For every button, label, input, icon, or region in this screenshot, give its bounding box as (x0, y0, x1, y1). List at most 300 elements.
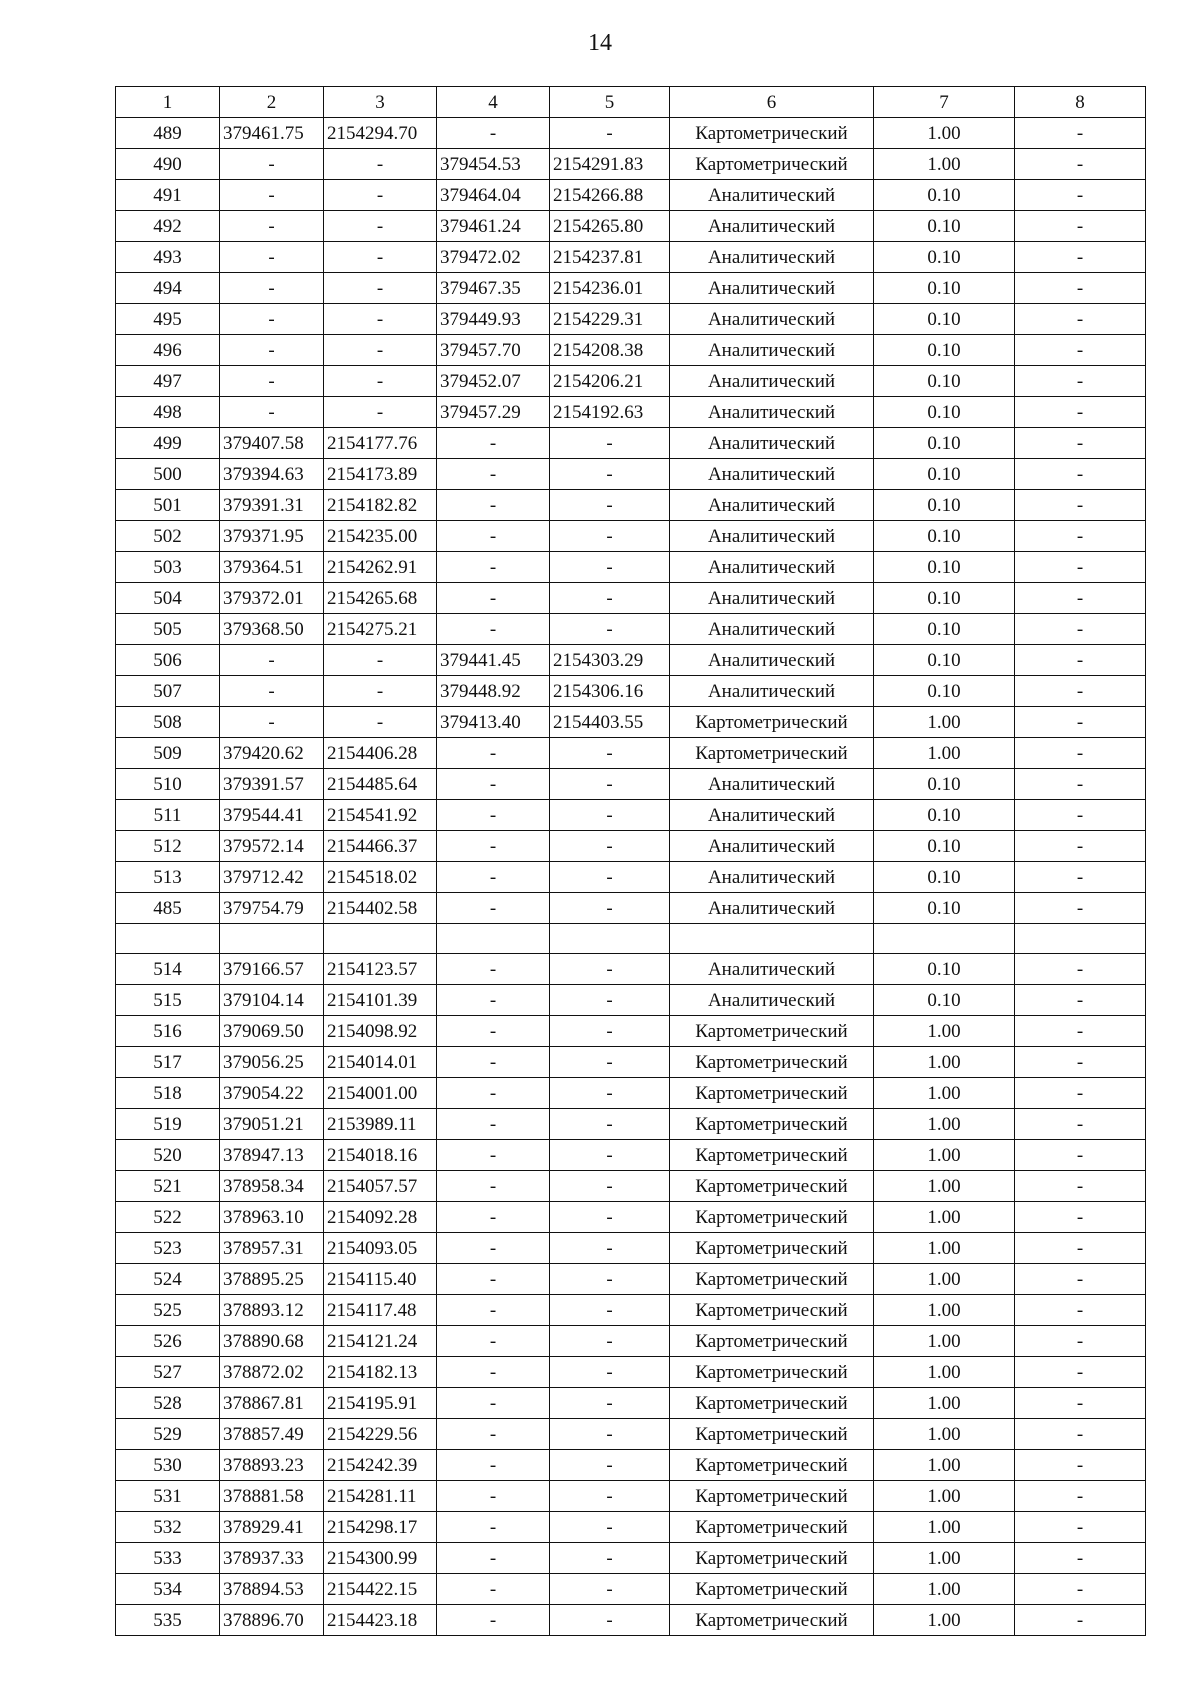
y-coordinate-cell: 2154300.99 (324, 1543, 437, 1574)
x-coordinate-cell: - (220, 366, 324, 397)
y-coordinate-new-cell: - (550, 831, 670, 862)
table-row (116, 645, 1146, 676)
table-row (116, 428, 1146, 459)
description-cell: - (1015, 893, 1146, 924)
table-row (116, 1357, 1146, 1388)
y-coordinate-new-cell: - (550, 769, 670, 800)
point-number-cell: 498 (116, 397, 220, 428)
y-coordinate-new-cell: - (550, 1078, 670, 1109)
table-row (116, 1419, 1146, 1450)
y-coordinate-new-cell: - (550, 118, 670, 149)
method-cell: Аналитический (670, 366, 874, 397)
y-coordinate-new-cell: - (550, 428, 670, 459)
x-coordinate-cell: 378947.13 (220, 1140, 324, 1171)
method-cell: Картометрический (670, 1419, 874, 1450)
x-coordinate-cell: - (220, 273, 324, 304)
table-row (116, 1388, 1146, 1419)
x-coordinate-new-cell: 379457.29 (437, 397, 550, 428)
x-coordinate-cell: 379391.31 (220, 490, 324, 521)
table-row (116, 1295, 1146, 1326)
method-cell: Картометрический (670, 1202, 874, 1233)
x-coordinate-cell: 379572.14 (220, 831, 324, 862)
method-cell: Аналитический (670, 335, 874, 366)
point-number-cell: 511 (116, 800, 220, 831)
point-number-cell: 495 (116, 304, 220, 335)
point-number-cell: 529 (116, 1419, 220, 1450)
x-coordinate-cell: 379420.62 (220, 738, 324, 769)
method-cell: Картометрический (670, 149, 874, 180)
x-coordinate-new-cell: - (437, 1543, 550, 1574)
table-row (116, 1171, 1146, 1202)
accuracy-cell: 1.00 (874, 1109, 1015, 1140)
table-row (116, 242, 1146, 273)
table-row (116, 1264, 1146, 1295)
accuracy-cell: 0.10 (874, 366, 1015, 397)
y-coordinate-cell: 2154281.11 (324, 1481, 437, 1512)
description-cell: - (1015, 397, 1146, 428)
x-coordinate-cell: 378929.41 (220, 1512, 324, 1543)
x-coordinate-new-cell: 379467.35 (437, 273, 550, 304)
method-cell: Картометрический (670, 1047, 874, 1078)
point-number-cell: 494 (116, 273, 220, 304)
accuracy-cell: 0.10 (874, 893, 1015, 924)
x-coordinate-new-cell: 379449.93 (437, 304, 550, 335)
y-coordinate-new-cell: - (550, 583, 670, 614)
y-coordinate-new-cell: 2154192.63 (550, 397, 670, 428)
page-number: 14 (588, 30, 612, 56)
accuracy-cell: 0.10 (874, 459, 1015, 490)
x-coordinate-cell: - (220, 304, 324, 335)
x-coordinate-cell: 379104.14 (220, 985, 324, 1016)
point-number-cell: 496 (116, 335, 220, 366)
x-coordinate-new-cell: - (437, 521, 550, 552)
y-coordinate-new-cell: - (550, 1264, 670, 1295)
accuracy-cell: 1.00 (874, 1419, 1015, 1450)
x-coordinate-cell: 379364.51 (220, 552, 324, 583)
description-cell: - (1015, 1512, 1146, 1543)
point-number-cell: 485 (116, 893, 220, 924)
point-number-cell: 525 (116, 1295, 220, 1326)
accuracy-cell: 0.10 (874, 985, 1015, 1016)
x-coordinate-cell: 378895.25 (220, 1264, 324, 1295)
y-coordinate-cell: 2154294.70 (324, 118, 437, 149)
method-cell: Аналитический (670, 954, 874, 985)
method-cell: Картометрический (670, 1016, 874, 1047)
table-row (116, 1605, 1146, 1636)
x-coordinate-new-cell: - (437, 583, 550, 614)
table-row (116, 273, 1146, 304)
x-coordinate-new-cell: - (437, 985, 550, 1016)
y-coordinate-cell: 2154018.16 (324, 1140, 437, 1171)
table-row (116, 985, 1146, 1016)
point-number-cell: 526 (116, 1326, 220, 1357)
y-coordinate-cell: - (324, 304, 437, 335)
x-coordinate-cell: 379056.25 (220, 1047, 324, 1078)
x-coordinate-new-cell: - (437, 1357, 550, 1388)
method-cell: Аналитический (670, 304, 874, 335)
method-cell: Картометрический (670, 1388, 874, 1419)
table-header-row (116, 87, 1146, 118)
point-number-cell: 528 (116, 1388, 220, 1419)
y-coordinate-cell: 2154541.92 (324, 800, 437, 831)
x-coordinate-new-cell: - (437, 738, 550, 769)
x-coordinate-new-cell: - (437, 893, 550, 924)
x-coordinate-cell: 379407.58 (220, 428, 324, 459)
description-cell: - (1015, 211, 1146, 242)
accuracy-cell: 0.10 (874, 211, 1015, 242)
x-coordinate-new-cell: - (437, 1016, 550, 1047)
accuracy-cell: 1.00 (874, 1388, 1015, 1419)
point-number-cell (116, 924, 220, 954)
y-coordinate-new-cell: - (550, 614, 670, 645)
method-cell: Аналитический (670, 583, 874, 614)
accuracy-cell: 0.10 (874, 335, 1015, 366)
y-coordinate-cell: 2154117.48 (324, 1295, 437, 1326)
x-coordinate-new-cell: - (437, 862, 550, 893)
accuracy-cell: 0.10 (874, 397, 1015, 428)
point-number-cell: 515 (116, 985, 220, 1016)
point-number-cell: 510 (116, 769, 220, 800)
column-header-4: 4 (437, 87, 550, 118)
method-cell: Картометрический (670, 1543, 874, 1574)
y-coordinate-cell: 2154242.39 (324, 1450, 437, 1481)
point-number-cell: 503 (116, 552, 220, 583)
point-number-cell: 489 (116, 118, 220, 149)
x-coordinate-cell: 379461.75 (220, 118, 324, 149)
method-cell: Картометрический (670, 707, 874, 738)
accuracy-cell: 0.10 (874, 583, 1015, 614)
method-cell (670, 924, 874, 954)
y-coordinate-new-cell: 2154306.16 (550, 676, 670, 707)
description-cell: - (1015, 149, 1146, 180)
y-coordinate-cell: - (324, 707, 437, 738)
table-row (116, 118, 1146, 149)
x-coordinate-cell: - (220, 707, 324, 738)
y-coordinate-cell: 2154422.15 (324, 1574, 437, 1605)
y-coordinate-new-cell: 2154265.80 (550, 211, 670, 242)
y-coordinate-new-cell: 2154266.88 (550, 180, 670, 211)
point-number-cell: 519 (116, 1109, 220, 1140)
y-coordinate-cell: - (324, 273, 437, 304)
point-number-cell: 493 (116, 242, 220, 273)
method-cell: Картометрический (670, 1357, 874, 1388)
method-cell: Картометрический (670, 1078, 874, 1109)
accuracy-cell: 1.00 (874, 1543, 1015, 1574)
y-coordinate-new-cell: 2154303.29 (550, 645, 670, 676)
y-coordinate-cell: 2154115.40 (324, 1264, 437, 1295)
point-number-cell: 490 (116, 149, 220, 180)
x-coordinate-new-cell: 379461.24 (437, 211, 550, 242)
y-coordinate-new-cell: - (550, 985, 670, 1016)
description-cell: - (1015, 552, 1146, 583)
y-coordinate-new-cell: - (550, 521, 670, 552)
table-row (116, 335, 1146, 366)
y-coordinate-cell: 2154014.01 (324, 1047, 437, 1078)
accuracy-cell: 1.00 (874, 1357, 1015, 1388)
x-coordinate-cell: - (220, 149, 324, 180)
y-coordinate-cell: 2154057.57 (324, 1171, 437, 1202)
x-coordinate-new-cell: - (437, 1419, 550, 1450)
table-row (116, 1481, 1146, 1512)
y-coordinate-new-cell: 2154236.01 (550, 273, 670, 304)
point-number-cell: 516 (116, 1016, 220, 1047)
point-number-cell: 522 (116, 1202, 220, 1233)
x-coordinate-new-cell: 379441.45 (437, 645, 550, 676)
y-coordinate-new-cell: - (550, 1295, 670, 1326)
accuracy-cell: 1.00 (874, 118, 1015, 149)
point-number-cell: 504 (116, 583, 220, 614)
method-cell: Картометрический (670, 1171, 874, 1202)
description-cell: - (1015, 1078, 1146, 1109)
table-row (116, 769, 1146, 800)
accuracy-cell: 0.10 (874, 954, 1015, 985)
y-coordinate-new-cell: 2154206.21 (550, 366, 670, 397)
accuracy-cell: 0.10 (874, 676, 1015, 707)
accuracy-cell: 1.00 (874, 1574, 1015, 1605)
description-cell: - (1015, 1388, 1146, 1419)
accuracy-cell: 1.00 (874, 1078, 1015, 1109)
accuracy-cell: 1.00 (874, 1047, 1015, 1078)
method-cell: Аналитический (670, 831, 874, 862)
method-cell: Аналитический (670, 273, 874, 304)
description-cell: - (1015, 242, 1146, 273)
table-row (116, 552, 1146, 583)
accuracy-cell: 1.00 (874, 1512, 1015, 1543)
accuracy-cell: 0.10 (874, 614, 1015, 645)
description-cell: - (1015, 1140, 1146, 1171)
x-coordinate-cell: - (220, 242, 324, 273)
table-row (116, 707, 1146, 738)
table-row (116, 831, 1146, 862)
description-cell: - (1015, 1233, 1146, 1264)
description-cell: - (1015, 180, 1146, 211)
y-coordinate-cell: 2154173.89 (324, 459, 437, 490)
y-coordinate-new-cell: - (550, 862, 670, 893)
table-row (116, 490, 1146, 521)
y-coordinate-new-cell: 2154403.55 (550, 707, 670, 738)
accuracy-cell: 0.10 (874, 304, 1015, 335)
x-coordinate-new-cell: 379454.53 (437, 149, 550, 180)
method-cell: Аналитический (670, 800, 874, 831)
column-header-3: 3 (324, 87, 437, 118)
table-row (116, 1078, 1146, 1109)
x-coordinate-new-cell: - (437, 800, 550, 831)
method-cell: Картометрический (670, 1140, 874, 1171)
y-coordinate-cell: - (324, 180, 437, 211)
y-coordinate-new-cell (550, 924, 670, 954)
accuracy-cell: 0.10 (874, 831, 1015, 862)
x-coordinate-new-cell: 379413.40 (437, 707, 550, 738)
description-cell: - (1015, 273, 1146, 304)
x-coordinate-cell: - (220, 645, 324, 676)
point-number-cell: 531 (116, 1481, 220, 1512)
description-cell: - (1015, 985, 1146, 1016)
point-number-cell: 507 (116, 676, 220, 707)
x-coordinate-new-cell: - (437, 1605, 550, 1636)
y-coordinate-new-cell: - (550, 1357, 670, 1388)
x-coordinate-cell: 379754.79 (220, 893, 324, 924)
method-cell: Аналитический (670, 180, 874, 211)
accuracy-cell: 0.10 (874, 180, 1015, 211)
x-coordinate-new-cell: - (437, 1047, 550, 1078)
y-coordinate-cell: - (324, 676, 437, 707)
description-cell: - (1015, 1357, 1146, 1388)
description-cell: - (1015, 1171, 1146, 1202)
accuracy-cell: 1.00 (874, 1140, 1015, 1171)
x-coordinate-new-cell: 379457.70 (437, 335, 550, 366)
method-cell: Аналитический (670, 769, 874, 800)
description-cell: - (1015, 304, 1146, 335)
x-coordinate-cell: - (220, 335, 324, 366)
accuracy-cell: 1.00 (874, 1233, 1015, 1264)
accuracy-cell: 0.10 (874, 521, 1015, 552)
y-coordinate-cell: 2154001.00 (324, 1078, 437, 1109)
point-number-cell: 509 (116, 738, 220, 769)
point-number-cell: 497 (116, 366, 220, 397)
x-coordinate-new-cell: - (437, 614, 550, 645)
method-cell: Аналитический (670, 893, 874, 924)
x-coordinate-cell: - (220, 211, 324, 242)
x-coordinate-cell (220, 924, 324, 954)
method-cell: Аналитический (670, 676, 874, 707)
y-coordinate-cell: 2154101.39 (324, 985, 437, 1016)
method-cell: Аналитический (670, 985, 874, 1016)
method-cell: Аналитический (670, 862, 874, 893)
description-cell: - (1015, 645, 1146, 676)
x-coordinate-new-cell: - (437, 1512, 550, 1543)
y-coordinate-new-cell: - (550, 1171, 670, 1202)
x-coordinate-new-cell: - (437, 831, 550, 862)
accuracy-cell: 0.10 (874, 428, 1015, 459)
x-coordinate-new-cell: - (437, 1233, 550, 1264)
x-coordinate-cell: 379371.95 (220, 521, 324, 552)
y-coordinate-cell: 2154098.92 (324, 1016, 437, 1047)
table-row (116, 1543, 1146, 1574)
accuracy-cell: 1.00 (874, 1450, 1015, 1481)
x-coordinate-new-cell: - (437, 552, 550, 583)
table-row (116, 304, 1146, 335)
method-cell: Аналитический (670, 211, 874, 242)
x-coordinate-cell: 379368.50 (220, 614, 324, 645)
table-row (116, 397, 1146, 428)
x-coordinate-cell: - (220, 676, 324, 707)
y-coordinate-cell: 2154485.64 (324, 769, 437, 800)
x-coordinate-cell: 378893.12 (220, 1295, 324, 1326)
y-coordinate-new-cell: - (550, 1140, 670, 1171)
y-coordinate-cell: 2154298.17 (324, 1512, 437, 1543)
x-coordinate-cell: 379391.57 (220, 769, 324, 800)
x-coordinate-cell: 378937.33 (220, 1543, 324, 1574)
method-cell: Картометрический (670, 1574, 874, 1605)
description-cell: - (1015, 1109, 1146, 1140)
description-cell: - (1015, 1016, 1146, 1047)
column-header-5: 5 (550, 87, 670, 118)
y-coordinate-new-cell: - (550, 1512, 670, 1543)
method-cell: Аналитический (670, 521, 874, 552)
method-cell: Картометрический (670, 118, 874, 149)
accuracy-cell: 0.10 (874, 552, 1015, 583)
x-coordinate-new-cell: - (437, 1450, 550, 1481)
table-row (116, 676, 1146, 707)
y-coordinate-new-cell: - (550, 459, 670, 490)
accuracy-cell: 0.10 (874, 800, 1015, 831)
y-coordinate-cell (324, 924, 437, 954)
x-coordinate-cell: 378881.58 (220, 1481, 324, 1512)
description-cell: - (1015, 366, 1146, 397)
accuracy-cell: 1.00 (874, 1295, 1015, 1326)
accuracy-cell: 0.10 (874, 273, 1015, 304)
description-cell: - (1015, 335, 1146, 366)
method-cell: Аналитический (670, 242, 874, 273)
y-coordinate-cell: 2154275.21 (324, 614, 437, 645)
y-coordinate-new-cell: - (550, 800, 670, 831)
description-cell: - (1015, 738, 1146, 769)
point-number-cell: 499 (116, 428, 220, 459)
y-coordinate-new-cell: - (550, 893, 670, 924)
description-cell: - (1015, 800, 1146, 831)
y-coordinate-cell: 2154121.24 (324, 1326, 437, 1357)
description-cell: - (1015, 769, 1146, 800)
point-number-cell: 491 (116, 180, 220, 211)
table-row (116, 1512, 1146, 1543)
y-coordinate-cell: 2154182.82 (324, 490, 437, 521)
x-coordinate-new-cell: - (437, 459, 550, 490)
x-coordinate-cell: 379051.21 (220, 1109, 324, 1140)
description-cell: - (1015, 1481, 1146, 1512)
method-cell: Аналитический (670, 428, 874, 459)
x-coordinate-new-cell: - (437, 1140, 550, 1171)
table-row (116, 1016, 1146, 1047)
y-coordinate-new-cell: 2154237.81 (550, 242, 670, 273)
y-coordinate-cell: 2154092.28 (324, 1202, 437, 1233)
column-header-8: 8 (1015, 87, 1146, 118)
point-number-cell: 506 (116, 645, 220, 676)
description-cell: - (1015, 1543, 1146, 1574)
point-number-cell: 492 (116, 211, 220, 242)
description-cell: - (1015, 676, 1146, 707)
y-coordinate-cell: 2154466.37 (324, 831, 437, 862)
x-coordinate-cell: 379372.01 (220, 583, 324, 614)
y-coordinate-new-cell: - (550, 1202, 670, 1233)
accuracy-cell: 1.00 (874, 1171, 1015, 1202)
x-coordinate-new-cell: - (437, 1264, 550, 1295)
y-coordinate-cell: 2154123.57 (324, 954, 437, 985)
x-coordinate-cell: 378896.70 (220, 1605, 324, 1636)
x-coordinate-cell: 379394.63 (220, 459, 324, 490)
x-coordinate-cell: 379069.50 (220, 1016, 324, 1047)
y-coordinate-new-cell: - (550, 738, 670, 769)
point-number-cell: 521 (116, 1171, 220, 1202)
y-coordinate-cell: - (324, 211, 437, 242)
accuracy-cell: 1.00 (874, 707, 1015, 738)
column-header-1: 1 (116, 87, 220, 118)
x-coordinate-new-cell: 379448.92 (437, 676, 550, 707)
x-coordinate-new-cell: 379464.04 (437, 180, 550, 211)
x-coordinate-new-cell: - (437, 118, 550, 149)
point-number-cell: 533 (116, 1543, 220, 1574)
x-coordinate-new-cell: 379472.02 (437, 242, 550, 273)
description-cell: - (1015, 614, 1146, 645)
table-row (116, 211, 1146, 242)
y-coordinate-new-cell: - (550, 1109, 670, 1140)
y-coordinate-cell: 2154177.76 (324, 428, 437, 459)
method-cell: Картометрический (670, 1326, 874, 1357)
description-cell: - (1015, 490, 1146, 521)
x-coordinate-cell: 378958.34 (220, 1171, 324, 1202)
x-coordinate-cell: 378867.81 (220, 1388, 324, 1419)
y-coordinate-cell: - (324, 366, 437, 397)
y-coordinate-cell: 2154235.00 (324, 521, 437, 552)
